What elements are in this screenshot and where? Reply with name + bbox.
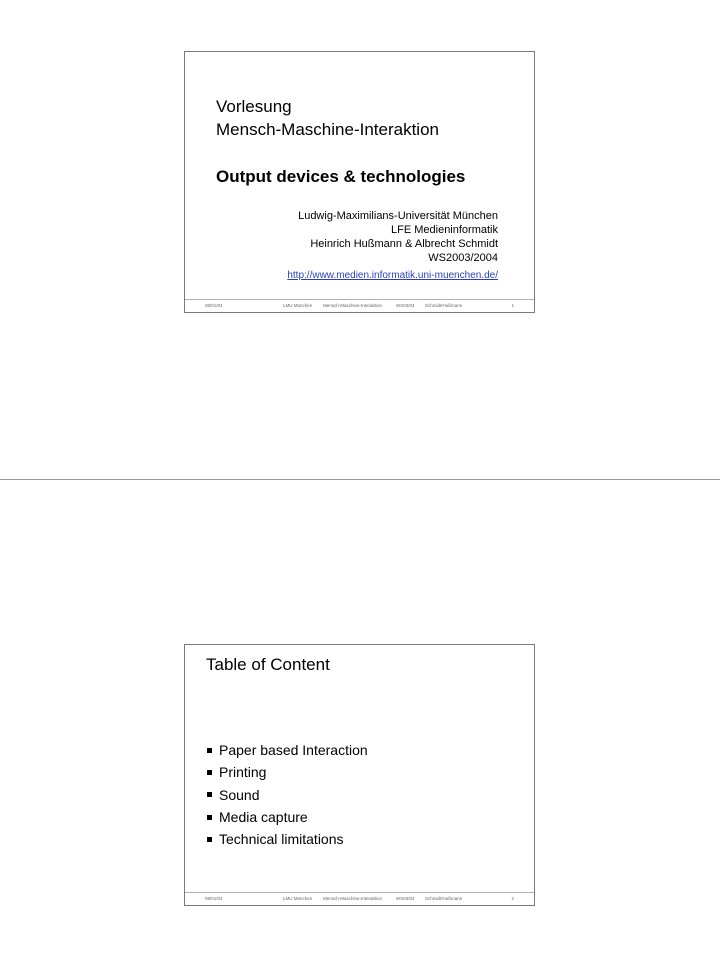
square-bullet-icon <box>207 837 212 842</box>
list-item <box>207 761 368 783</box>
footer-course: Mensch-Maschine-Interaktion <box>323 303 383 308</box>
footer-date: 08/01/04 <box>205 896 223 901</box>
title-slide <box>184 51 535 313</box>
toc-slide <box>184 644 535 906</box>
list-item-label: Sound <box>219 786 260 803</box>
square-bullet-icon <box>207 815 212 820</box>
footer-university: LMU München <box>283 303 313 308</box>
list-item <box>207 784 368 806</box>
list-item-label: Technical limitations <box>219 831 344 848</box>
university-name: Ludwig-Maximilians-Universität München <box>298 210 498 222</box>
author-block <box>218 209 498 283</box>
semester-line: WS2003/2004 <box>428 252 498 264</box>
footer-course: Mensch-Maschine-Interaktion <box>323 896 383 901</box>
slide-title: Table of Content <box>206 655 330 674</box>
list-item <box>207 739 368 761</box>
lecture-label: Vorlesung <box>216 97 292 116</box>
slide-footer <box>185 299 534 312</box>
course-name: Mensch-Maschine-Interaktion <box>216 120 439 139</box>
list-item <box>207 806 368 828</box>
list-item-label: Printing <box>219 764 267 781</box>
list-item-label: Paper based Interaction <box>219 742 368 758</box>
square-bullet-icon <box>207 748 212 753</box>
footer-page-number: 2 <box>511 896 514 901</box>
toc-list <box>207 739 368 850</box>
footer-page-number: 1 <box>511 303 514 308</box>
authors-line: Heinrich Hußmann & Albrecht Schmidt <box>310 238 498 250</box>
slide-footer <box>185 892 534 905</box>
department-name: LFE Medieninformatik <box>391 224 498 236</box>
website-link[interactable]: http://www.medien.informatik.uni-muenchen.de/ <box>287 270 498 281</box>
footer-semester: WS03/04 <box>396 896 415 901</box>
footer-authors: Schmidt/Hußmann <box>425 896 463 901</box>
footer-university: LMU München <box>283 896 313 901</box>
slide-title: Output devices & technologies <box>216 167 466 186</box>
square-bullet-icon <box>207 792 212 797</box>
footer-date: 08/01/04 <box>205 303 223 308</box>
page-divider <box>0 479 720 480</box>
list-item <box>207 828 368 850</box>
square-bullet-icon <box>207 770 212 775</box>
list-item-label: Media capture <box>219 808 308 825</box>
footer-authors: Schmidt/Hußmann <box>425 303 463 308</box>
footer-semester: WS03/04 <box>396 303 415 308</box>
